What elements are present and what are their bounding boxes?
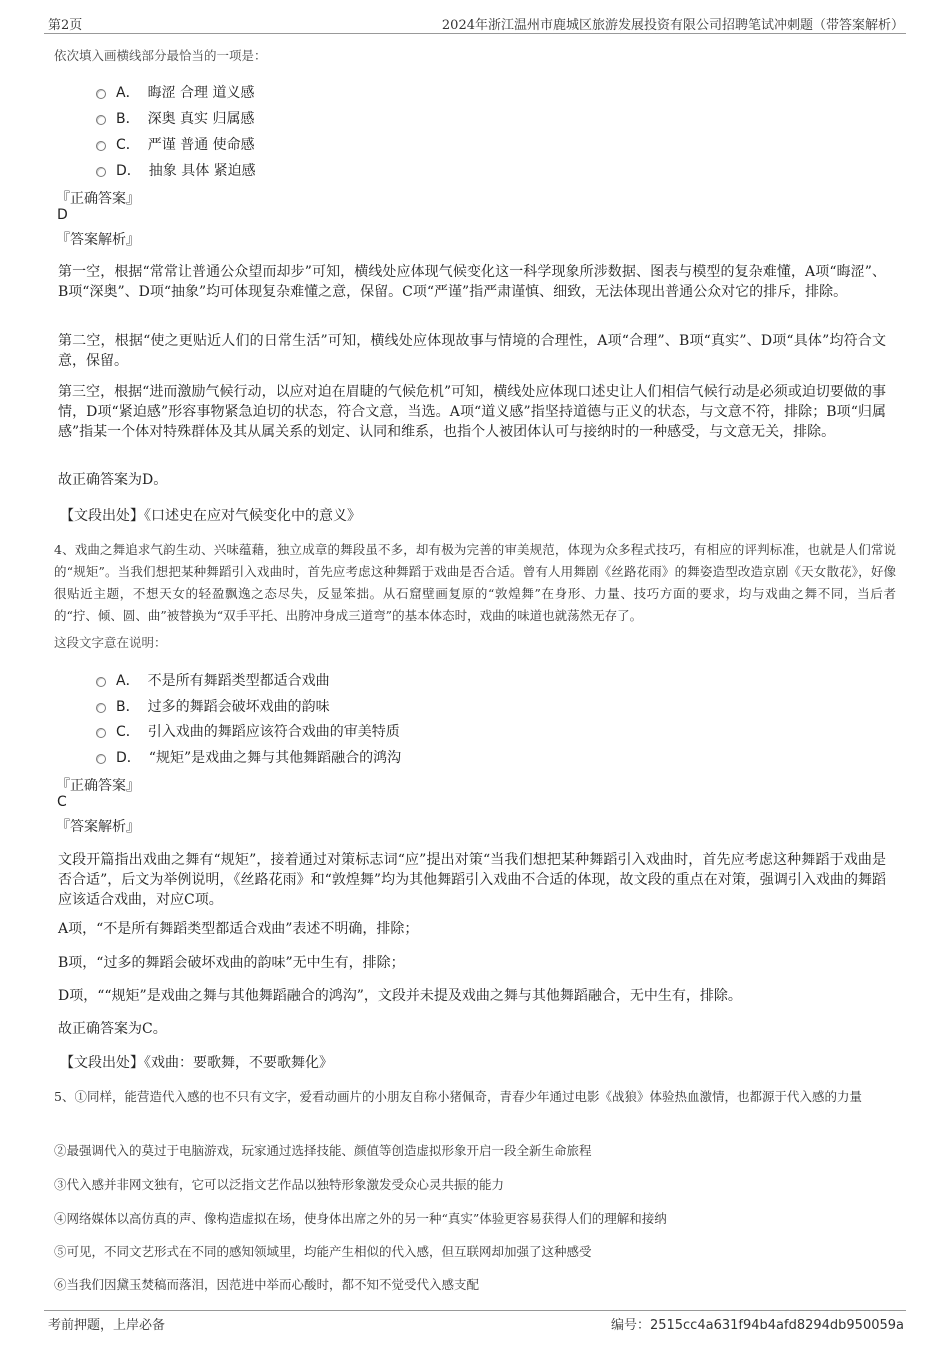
q3-option-a[interactable] [96,82,254,102]
option-letter: A． [116,85,140,101]
q3-option-c[interactable] [96,134,255,154]
code-label: 编号： [610,1318,650,1333]
document-title: 2024年浙江温州市鹿城区旅游发展投资有限公司招聘笔试冲刺题（带答案解析） [441,18,904,33]
q3-answer-label: 『正确答案』 [56,191,140,207]
q3-analysis-para-2: 第二空，根据“使之更贴近人们的日常生活”可知，横线处应体现故事与情境的合理性，A项“合理”、B项“真实”、D项“具体”均符合文意，保留。 [58,333,886,369]
option-text: 晦涩 合理 道义感 [147,85,255,101]
option-text: 抽象 具体 紧迫感 [148,163,256,179]
footer-slogan: 考前押题，上岸必备 [48,1318,166,1333]
q3-conclusion: 故正确答案为D。 [58,472,168,488]
option-letter: D． [116,750,141,766]
radio-icon[interactable] [96,115,106,125]
q4-analysis-para-4: D项，““规矩”是戏曲之舞与其他舞蹈融合的鸿沟”，文段并未提及戏曲之舞与其他舞蹈融合，无中生有，排除。 [58,988,742,1004]
radio-icon[interactable] [96,677,106,687]
radio-icon[interactable] [96,167,106,177]
option-letter: A． [116,673,140,689]
document-code [611,1314,904,1333]
q5-item-4: ④网络媒体以高仿真的声、像构造虚拟在场，使身体出席之外的另一种“真实”体验更容易获得人们的理解和接纳 [54,1211,667,1226]
radio-icon[interactable] [96,703,106,713]
q4-option-b[interactable] [96,696,330,716]
option-text: 不是所有舞蹈类型都适合戏曲 [147,673,330,689]
q3-source: 【文段出处】《口述史在应对气候变化中的意义》 [60,508,361,524]
q4-analysis-label: 『答案解析』 [56,819,140,835]
page-number: 第2页 [48,18,83,33]
option-text: 严谨 普通 使命感 [147,137,255,153]
option-letter: B． [116,111,140,127]
option-text: 深奥 真实 归属感 [147,111,255,127]
q4-option-a[interactable] [96,670,330,690]
q4-analysis-para-1: 文段开篇指出戏曲之舞有“规矩”，接着通过对策标志词“应”提出对策“当我们想把某种舞蹈引入戏曲时，首先应考虑这种舞蹈于戏曲是否合适”，后文为举例说明，《丝路花雨》和“敦煌舞”均为其他舞蹈引入戏曲不合适的体现，故文段的重点在对策，强调引入戏曲的舞蹈应该适合戏曲，对应C项。 [58,852,886,908]
radio-icon[interactable] [96,141,106,151]
q3-prompt: 依次填入画横线部分最恰当的一项是： [54,48,267,63]
q3-option-b[interactable] [96,108,255,128]
q4-analysis-para-2: A项，“不是所有舞蹈类型都适合戏曲”表述不明确，排除； [58,921,419,937]
q4-conclusion: 故正确答案为C。 [58,1021,167,1037]
footer-divider [44,1310,906,1311]
header-divider [44,33,906,34]
q4-stem: 4、戏曲之舞追求气韵生动、兴味蕴藉，独立成章的舞段虽不多，却有极为完善的审美规范，体现为众多程式技巧，有相应的评判标准，也就是人们常说的“规矩”。当我们想把某种舞蹈引入戏曲时，首先应考虑这种舞蹈于戏曲是否合适。曾有人用舞剧《丝路花雨》的舞姿造型改造京剧《天女散花》，好像很贴近主题，不想天女的轻盈飘逸之态尽失，反显笨拙。从石窟壁画复原的“敦煌舞”在身形、力量、技巧方面的要求，均与戏曲之舞不同，当后者的“拧、倾、圆、曲”被替换为“双手平托、出胯冲身成三道弯”的基本体态时，戏曲的味道也就荡然无存了。 [54,542,896,623]
q5-item-6: ⑥当我们因黛玉焚稿而落泪，因范进中举而心酸时，都不知不觉受代入感支配 [54,1277,480,1292]
q4-answer-label: 『正确答案』 [56,778,140,794]
q3-analysis-para-3: 第三空，根据“进而激励气候行动，以应对迫在眉睫的气候危机”可知，横线处应体现口述史让人们相信气候行动是必须或迫切要做的事情，D项“紧迫感”形容事物紧急迫切的状态，符合文意，当选。A项“道义感”指坚持道德与正义的状态，与文意不符，排除；B项“归属感”指某一个体对特殊群体及其从属关系的划定、认同和维系，也指个人被团体认可与接纳时的一种感受，与文意无关，排除。 [58,384,886,440]
radio-icon[interactable] [96,754,106,764]
code-value: 2515cc4a631f94b4afd8294db950059a [649,1318,904,1333]
q5-item-2: ②最强调代入的莫过于电脑游戏，玩家通过选择技能、颜值等创造虚拟形象开启一段全新生命旅程 [54,1143,592,1158]
q3-option-d[interactable] [96,160,256,180]
q5-item-3: ③代入感并非网文独有，它可以泛指文艺作品以独特形象激发受众心灵共振的能力 [54,1177,505,1192]
option-letter: D． [116,163,141,179]
q4-option-c[interactable] [96,721,400,741]
option-letter: C． [116,137,140,153]
q3-answer: D [57,207,68,223]
q4-source: 【文段出处】《戏曲：要歌舞，不要歌舞化》 [60,1055,333,1071]
q4-prompt: 这段文字意在说明： [54,635,167,650]
radio-icon[interactable] [96,728,106,738]
q3-analysis-label: 『答案解析』 [56,232,140,248]
q5-stem: 5、①同样，能营造代入感的也不只有文字，爱看动画片的小朋友自称小猪佩奇，青春少年通过电影《战狼》体验热血激情，也都源于代入感的力量 [54,1089,862,1104]
q5-item-5: ⑤可见，不同文艺形式在不同的感知领域里，均能产生相似的代入感，但互联网却加强了这种感受 [54,1244,592,1259]
option-letter: B． [116,699,140,715]
option-letter: C． [116,724,140,740]
option-text: 引入戏曲的舞蹈应该符合戏曲的审美特质 [147,724,400,740]
q4-option-d[interactable] [96,747,401,767]
q4-analysis-para-3: B项，“过多的舞蹈会破坏戏曲的韵味”无中生有，排除； [58,955,405,971]
option-text: “规矩”是戏曲之舞与其他舞蹈融合的鸿沟 [148,750,402,766]
radio-icon[interactable] [96,89,106,99]
q3-analysis-para-1: 第一空，根据“常常让普通公众望而却步”可知，横线处应体现气候变化这一科学现象所涉数据、图表与模型的复杂难懂，A项“晦涩”、B项“深奥”、D项“抽象”均可体现复杂难懂之意，保留。C项“严谨”指严肃谨慎、细致，无法体现出普通公众对它的排斥，排除。 [58,264,886,300]
option-text: 过多的舞蹈会破坏戏曲的韵味 [147,699,330,715]
q4-answer: C [57,794,67,810]
